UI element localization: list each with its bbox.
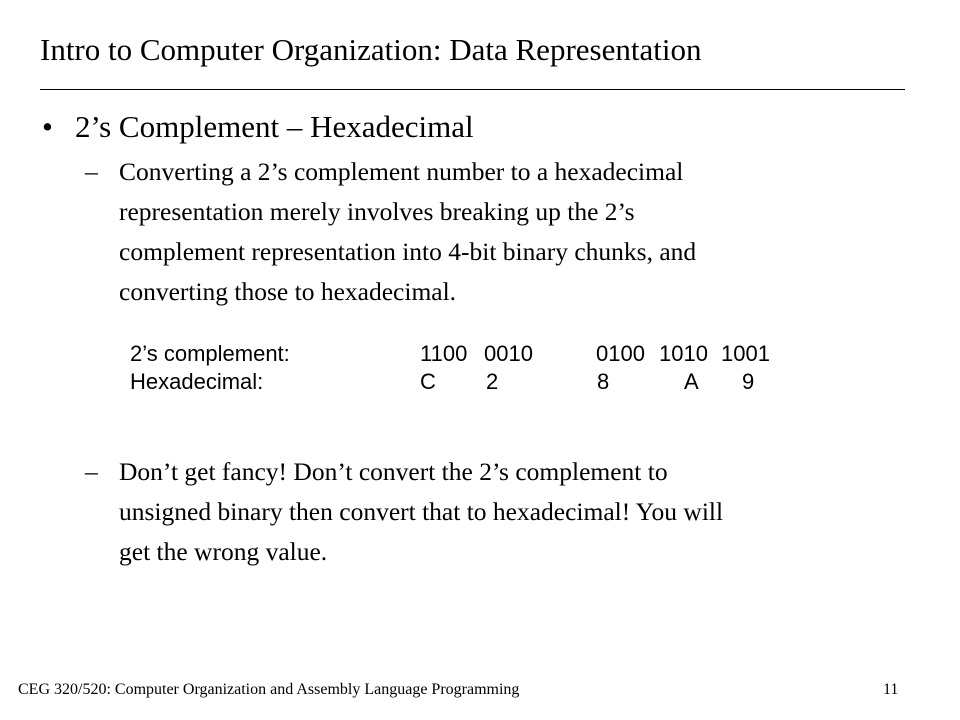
hex-digit-cell: 9: [742, 369, 755, 394]
sub-point-line: representation merely involves breaking up the 2’s: [119, 197, 635, 226]
bullet-heading: 2’s Complement – Hexadecimal: [75, 109, 474, 144]
nibble-cell: 1001: [721, 341, 770, 366]
bullet-icon: •: [42, 109, 53, 144]
hex-digit-cell: 2: [486, 369, 499, 394]
dash-marker: –: [85, 457, 98, 486]
hex-digit-cell: C: [420, 369, 436, 394]
bullet-heading-row: [42, 107, 474, 147]
footer-page-number: 11: [883, 681, 899, 698]
sub-point-conversion: [85, 152, 696, 312]
sub-point-line: converting those to hexadecimal.: [119, 277, 457, 306]
sub-point-warning: [85, 452, 723, 572]
sub-point-line: complement representation into 4-bit binary chunks, and: [119, 237, 697, 266]
title-divider: [40, 89, 905, 90]
footer-course: CEG 320/520: Computer Organization and Assembly Language Programming: [18, 681, 520, 698]
row-label: 2’s complement:: [130, 341, 290, 366]
sub-point-line: Don’t get fancy! Don’t convert the 2’s complement to: [119, 457, 668, 486]
sub-point-line: Converting a 2’s complement number to a hexadecimal: [119, 157, 684, 186]
row-label: Hexadecimal:: [130, 369, 264, 394]
hex-digit-cell: 8: [597, 369, 610, 394]
hex-digit-cell: A: [684, 369, 699, 394]
nibble-cell: 0100: [596, 341, 645, 366]
slide-title: Intro to Computer Organization: Data Representation: [40, 32, 702, 67]
nibble-cell: 1100: [420, 341, 468, 366]
sub-point-line: unsigned binary then convert that to hexadecimal! You will: [119, 497, 724, 526]
nibble-cell: 1010: [659, 341, 708, 366]
nibble-cell: 0010: [484, 341, 533, 366]
dash-marker: –: [85, 157, 98, 186]
sub-point-line: get the wrong value.: [119, 537, 328, 566]
